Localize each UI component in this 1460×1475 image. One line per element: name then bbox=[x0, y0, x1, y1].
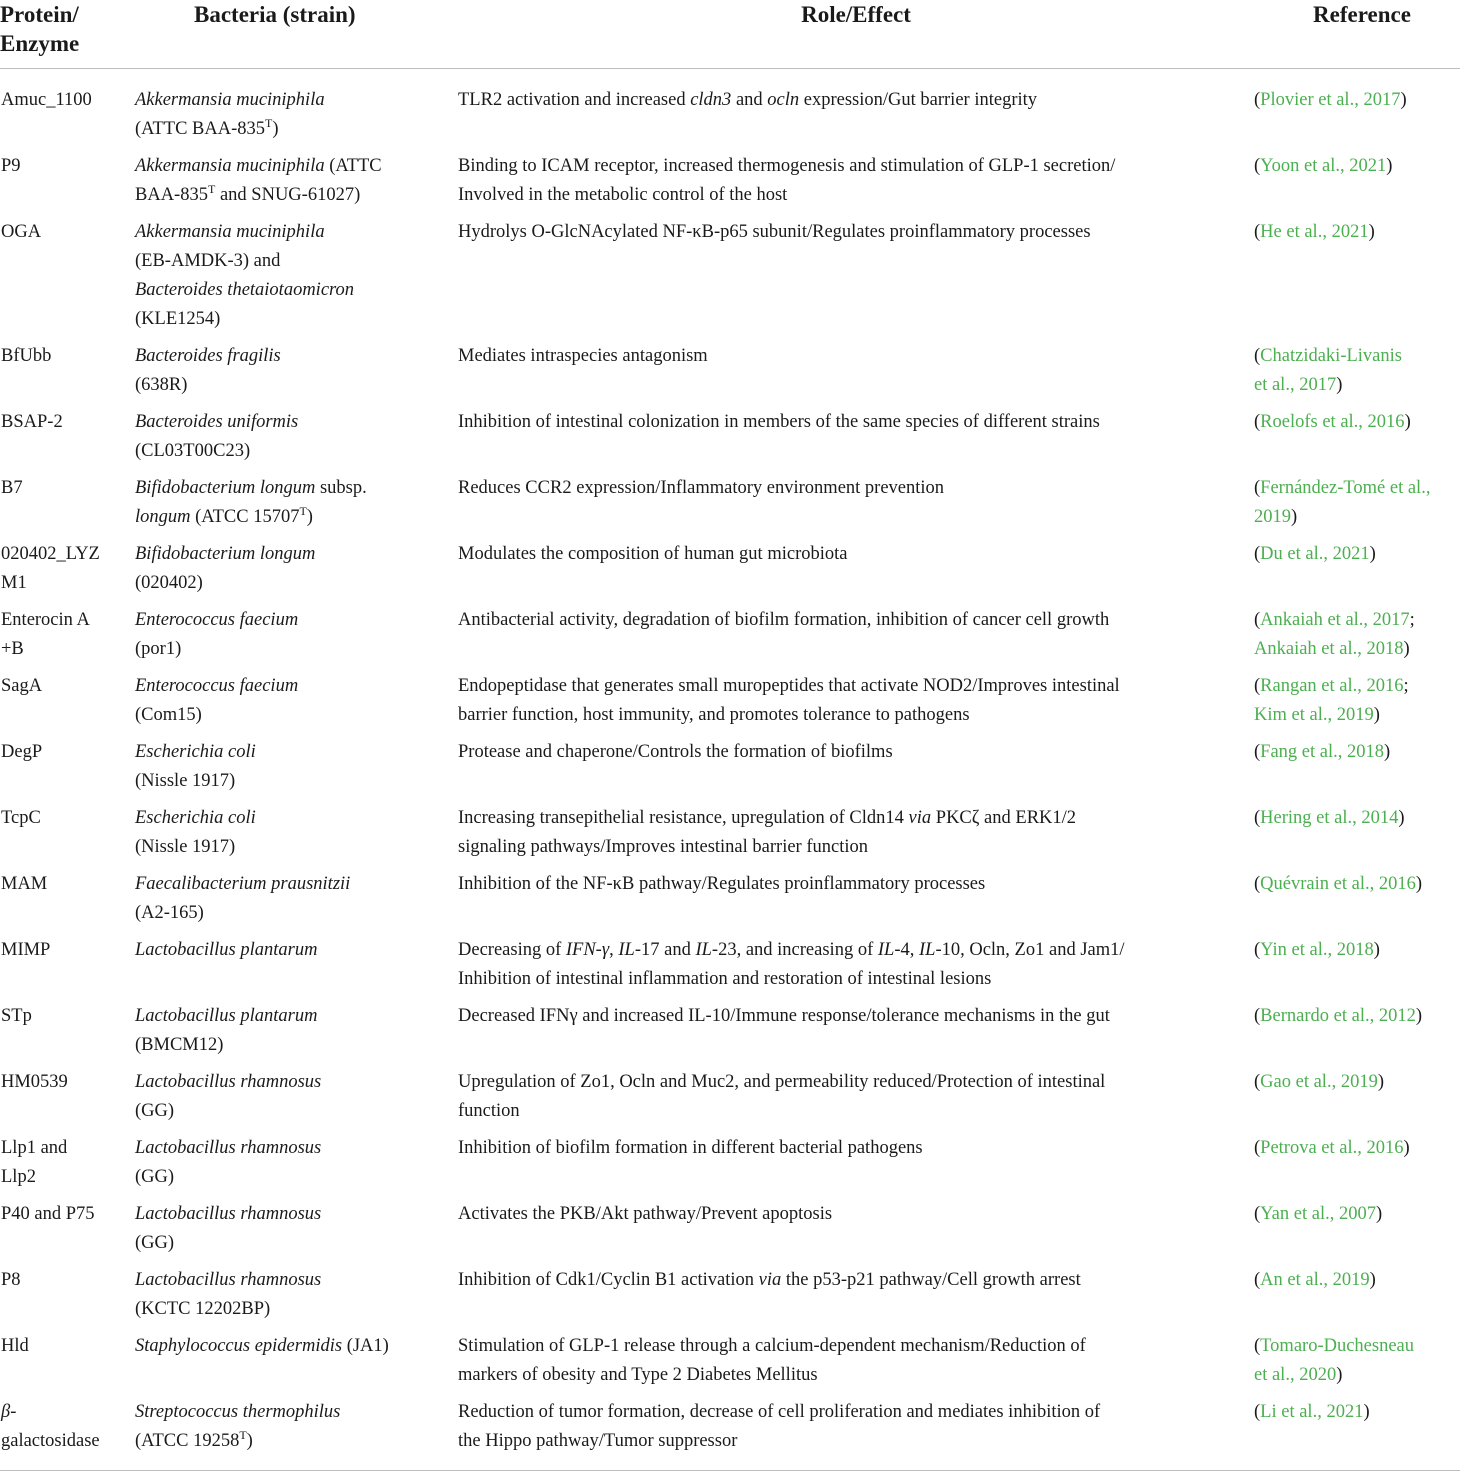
bacteria-text-run: (EB-AMDK-3) and bbox=[135, 250, 281, 271]
reference-link[interactable]: Du et al., 2021 bbox=[1260, 543, 1370, 564]
protein-italic-prefix: β bbox=[1, 1401, 11, 1422]
cell-role bbox=[458, 606, 1254, 672]
reference-open-paren: ( bbox=[1254, 873, 1261, 894]
header-protein: Protein/ Enzyme bbox=[0, 0, 134, 69]
role-text-run: , bbox=[609, 939, 619, 960]
bacteria-text-run: (A2-165) bbox=[135, 902, 204, 923]
cell-reference bbox=[1254, 152, 1460, 218]
cell-protein: MAM bbox=[1, 873, 48, 894]
cell-bacteria bbox=[134, 738, 458, 804]
cell-role bbox=[458, 804, 1254, 870]
cell-role bbox=[458, 1134, 1254, 1200]
role-text-run: Decreasing of bbox=[458, 939, 566, 960]
bacteria-text-run: (638R) bbox=[135, 374, 188, 395]
cell-bacteria bbox=[134, 1398, 458, 1471]
table-row bbox=[0, 342, 1460, 408]
reference-link[interactable]: He et al., 2021 bbox=[1260, 221, 1369, 242]
role-text-run: Upregulation of Zo1, Ocln and Muc2, and permeability reduced/Protection of intestinal function bbox=[458, 1071, 1106, 1121]
cell-reference bbox=[1254, 1068, 1460, 1134]
bacteria-text-run: (Nissle 1917) bbox=[135, 770, 236, 791]
cell-bacteria bbox=[134, 870, 458, 936]
table-row bbox=[0, 606, 1460, 672]
table-row bbox=[0, 218, 1460, 342]
cell-role bbox=[458, 474, 1254, 540]
cell-protein: P8 bbox=[1, 1269, 21, 1290]
bacteria-text-run: T bbox=[207, 181, 216, 196]
reference-link[interactable]: Hering et al., 2014 bbox=[1260, 807, 1399, 828]
cell-role bbox=[458, 1398, 1254, 1471]
role-text-run: Reduction of tumor formation, decrease of cell proliferation and mediates inhibition of the Hippo pathway/Tumor suppressor bbox=[458, 1401, 1101, 1451]
role-text-run: Inhibition of biofilm formation in different bacterial pathogens bbox=[458, 1137, 923, 1158]
cell-reference bbox=[1254, 804, 1460, 870]
reference-open-paren: ( bbox=[1254, 807, 1261, 828]
table-row bbox=[0, 738, 1460, 804]
role-text-run: Binding to ICAM receptor, increased thermogenesis and stimulation of GLP-1 secretion/ Involved in the metabolic control of the host bbox=[458, 155, 1116, 205]
reference-link[interactable]: Quévrain et al., 2016 bbox=[1260, 873, 1416, 894]
reference-close-paren: ) bbox=[1404, 411, 1411, 432]
reference-link[interactable]: Fernández-Tomé et al., 2019 bbox=[1254, 477, 1431, 527]
reference-open-paren: ( bbox=[1254, 609, 1261, 630]
reference-close-paren: ) bbox=[1403, 1137, 1410, 1158]
cell-protein: BfUbb bbox=[1, 345, 52, 366]
header-row bbox=[0, 0, 1460, 69]
bacteria-text-run: Lactobacillus plantarum bbox=[135, 1005, 318, 1026]
cell-role bbox=[458, 69, 1254, 152]
reference-open-paren: ( bbox=[1254, 90, 1261, 110]
role-text-run: TLR2 activation and increased bbox=[458, 90, 691, 110]
reference-link[interactable]: Petrova et al., 2016 bbox=[1260, 1137, 1404, 1158]
bacteria-text-run: Akkermansia muciniphila bbox=[135, 155, 325, 176]
table-row bbox=[0, 1134, 1460, 1200]
table-body bbox=[0, 69, 1460, 1471]
table-row bbox=[0, 870, 1460, 936]
role-text-run: Inhibition of Cdk1/Cyclin B1 activation bbox=[458, 1269, 759, 1290]
reference-close-paren: ) bbox=[1375, 1203, 1383, 1224]
reference-open-paren: ( bbox=[1254, 155, 1261, 176]
bacteria-text-run: Bifidobacterium longum bbox=[135, 477, 316, 498]
bacteria-text-run: longum bbox=[135, 506, 191, 527]
cell-bacteria bbox=[134, 1200, 458, 1266]
role-text-run: Protease and chaperone/Controls the formation of biofilms bbox=[458, 741, 893, 762]
cell-protein: 020402_LYZ M1 bbox=[1, 543, 100, 593]
reference-link[interactable]: Tomaro-Duchesneau et al., 2020 bbox=[1254, 1335, 1415, 1385]
table-row bbox=[0, 540, 1460, 606]
reference-close-paren: ) bbox=[1415, 1005, 1423, 1026]
cell-reference bbox=[1254, 738, 1460, 804]
bacteria-text-run: subsp. bbox=[315, 477, 367, 498]
bacteria-text-run: Escherichia coli bbox=[135, 807, 256, 828]
cell-reference bbox=[1254, 672, 1460, 738]
bacteria-text-run: (KLE1254) bbox=[135, 308, 221, 329]
role-text-run: IFN-γ bbox=[565, 939, 610, 960]
table-row bbox=[0, 1068, 1460, 1134]
reference-open-paren: ( bbox=[1254, 411, 1261, 432]
bacteria-text-run: (KCTC 12202BP) bbox=[135, 1298, 271, 1319]
reference-link[interactable]: Roelofs et al., 2016 bbox=[1260, 411, 1405, 432]
bacteria-text-run: Streptococcus thermophilus bbox=[135, 1401, 341, 1422]
role-text-run: -23, and increasing of bbox=[711, 939, 878, 960]
cell-reference bbox=[1254, 1266, 1460, 1332]
cell-reference bbox=[1254, 218, 1460, 342]
reference-close-paren: ) bbox=[1336, 374, 1343, 395]
bacteria-text-run: T bbox=[299, 503, 307, 518]
role-text-run: ocln bbox=[767, 90, 800, 110]
reference-close-paren: ) bbox=[1400, 90, 1407, 110]
bacteria-text-run: Bacteroides thetaiotaomicron bbox=[135, 279, 355, 300]
cell-role bbox=[458, 408, 1254, 474]
cell-bacteria bbox=[134, 152, 458, 218]
reference-link[interactable]: Yan et al., 2007 bbox=[1260, 1203, 1376, 1224]
bacteria-text-run: (por1) bbox=[135, 638, 182, 659]
table-row bbox=[0, 152, 1460, 218]
role-text-run: expression/Gut barrier integrity bbox=[799, 90, 1038, 110]
bacteria-text-run: (GG) bbox=[135, 1166, 175, 1187]
reference-link[interactable]: Gao et al., 2019 bbox=[1260, 1071, 1378, 1092]
role-text-run: Decreased IFNγ and increased IL-10/Immune response/tolerance mechanisms in the gut bbox=[458, 1005, 1110, 1026]
reference-close-paren: ) bbox=[1384, 741, 1391, 762]
role-text-run: Mediates intraspecies antagonism bbox=[458, 345, 708, 366]
cell-role bbox=[458, 1002, 1254, 1068]
bacteria-text-run: (GG) bbox=[135, 1232, 175, 1253]
bacteria-text-run: Enterococcus faecium bbox=[135, 675, 299, 696]
table-header bbox=[0, 0, 1460, 69]
reference-open-paren: ( bbox=[1254, 1137, 1261, 1158]
cell-protein: P9 bbox=[1, 155, 21, 176]
reference-close-paren: ) bbox=[1415, 873, 1423, 894]
role-text-run: -10, Ocln, Zo1 and Jam1/ Inhibition of intestinal inflammation and restoration of intestinal lesions bbox=[458, 939, 1125, 989]
reference-close-paren: ) bbox=[1336, 1364, 1343, 1385]
cell-role bbox=[458, 540, 1254, 606]
cell-role bbox=[458, 152, 1254, 218]
role-text-run: Inhibition of intestinal colonization in members of the same species of different strains bbox=[458, 411, 1100, 432]
cell-bacteria bbox=[134, 218, 458, 342]
reference-open-paren: ( bbox=[1254, 221, 1261, 242]
role-text-run: cldn3 bbox=[690, 90, 732, 110]
cell-bacteria bbox=[134, 936, 458, 1002]
reference-close-paren: ) bbox=[1369, 543, 1376, 564]
bacteria-text-run: and SNUG-61027) bbox=[215, 184, 361, 205]
role-text-run: Reduces CCR2 expression/Inflammatory environment prevention bbox=[458, 477, 945, 498]
header-bacteria: Bacteria (strain) bbox=[134, 0, 458, 69]
cell-role bbox=[458, 1332, 1254, 1398]
role-text-run: IL bbox=[695, 939, 712, 960]
cell-reference bbox=[1254, 936, 1460, 1002]
table-row bbox=[0, 936, 1460, 1002]
table-row bbox=[0, 1332, 1460, 1398]
reference-separator: ; bbox=[1409, 609, 1415, 630]
cell-reference bbox=[1254, 1200, 1460, 1266]
role-text-run: Inhibition of the NF-κB pathway/Regulates proinflammatory processes bbox=[458, 873, 986, 894]
role-text-run: IL bbox=[618, 939, 635, 960]
role-text-run: and bbox=[731, 90, 768, 110]
reference-open-paren: ( bbox=[1254, 939, 1261, 960]
role-text-run: the p53-p21 pathway/Cell growth arrest bbox=[781, 1269, 1081, 1290]
role-text-run: IL bbox=[877, 939, 895, 960]
cell-protein: β- galactosidase bbox=[0, 1398, 134, 1471]
cell-protein: SagA bbox=[1, 675, 43, 696]
bacteria-text-run: (ATTC BAA-835 bbox=[135, 155, 382, 205]
cell-protein: Enterocin A +B bbox=[1, 609, 90, 659]
role-text-run: PKCζ and ERK1/2 signaling pathways/Improves intestinal barrier function bbox=[458, 807, 1077, 857]
reference-open-paren: ( bbox=[1254, 1071, 1261, 1092]
cell-protein: P40 and P75 bbox=[1, 1203, 95, 1224]
cell-reference bbox=[1254, 1134, 1460, 1200]
reference-link[interactable]: An et al., 2019 bbox=[1260, 1269, 1370, 1290]
table-row bbox=[0, 69, 1460, 152]
reference-close-paren: ) bbox=[1398, 807, 1405, 828]
reference-link[interactable]: Yin et al., 2018 bbox=[1260, 939, 1374, 960]
role-text-run: Antibacterial activity, degradation of biofilm formation, inhibition of cancer cell growth bbox=[458, 609, 1110, 630]
table-row bbox=[0, 1200, 1460, 1266]
cell-protein: B7 bbox=[1, 477, 23, 498]
role-text-run: via bbox=[908, 807, 932, 828]
bacteria-text-run: Lactobacillus rhamnosus bbox=[135, 1203, 322, 1224]
bacteria-text-run: Lactobacillus plantarum bbox=[135, 939, 318, 960]
cell-bacteria bbox=[134, 1266, 458, 1332]
cell-role bbox=[458, 738, 1254, 804]
table-row bbox=[0, 474, 1460, 540]
cell-bacteria bbox=[134, 69, 458, 152]
role-text-run: Activates the PKB/Akt pathway/Prevent apoptosis bbox=[458, 1203, 833, 1224]
cell-protein: Amuc_1100 bbox=[1, 90, 92, 110]
role-text-run: Stimulation of GLP-1 release through a calcium-dependent mechanism/Reduction of markers of obesity and Type 2 Diabetes Mellitus bbox=[458, 1335, 1086, 1385]
table-row bbox=[0, 1266, 1460, 1332]
reference-open-paren: ( bbox=[1254, 345, 1261, 366]
reference-open-paren: ( bbox=[1254, 1335, 1261, 1356]
reference-link[interactable]: Chatzidaki-Livanis et al., 2017 bbox=[1254, 345, 1402, 395]
reference-close-paren: ) bbox=[1373, 704, 1380, 725]
header-reference: Reference bbox=[1254, 0, 1460, 69]
cell-role bbox=[458, 870, 1254, 936]
cell-protein: STp bbox=[1, 1005, 32, 1026]
bacteria-text-run: Escherichia coli bbox=[135, 741, 256, 762]
reference-link[interactable]: Fang et al., 2018 bbox=[1260, 741, 1384, 762]
role-text-run: Hydrolys O-GlcNAcylated NF-κB-p65 subunit/Regulates proinflammatory processes bbox=[458, 221, 1091, 242]
role-text-run: IL bbox=[918, 939, 936, 960]
reference-open-paren: ( bbox=[1254, 675, 1261, 696]
table-row bbox=[0, 804, 1460, 870]
cell-role bbox=[458, 936, 1254, 1002]
reference-close-paren: ) bbox=[1373, 939, 1380, 960]
reference-link[interactable]: Ankaiah et al., 2017 bbox=[1260, 609, 1410, 630]
table-row bbox=[0, 1002, 1460, 1068]
cell-bacteria bbox=[134, 408, 458, 474]
table-row bbox=[0, 672, 1460, 738]
bacteria-text-run: Bacteroides fragilis bbox=[135, 345, 281, 366]
cell-role bbox=[458, 1266, 1254, 1332]
cell-bacteria bbox=[134, 804, 458, 870]
bacteria-text-run: (ATCC 19258 bbox=[135, 1430, 240, 1451]
cell-role bbox=[458, 672, 1254, 738]
reference-close-paren: ) bbox=[1369, 1269, 1376, 1290]
reference-open-paren: ( bbox=[1254, 543, 1261, 564]
reference-close-paren: ) bbox=[1291, 506, 1298, 527]
role-text-run: Increasing transepithelial resistance, upregulation of Cldn14 bbox=[458, 807, 909, 828]
role-text-run: -4, bbox=[894, 939, 919, 960]
cell-bacteria bbox=[134, 1332, 458, 1398]
bacteria-text-run: (Nissle 1917) bbox=[135, 836, 236, 857]
cell-protein: Llp1 and Llp2 bbox=[1, 1137, 68, 1187]
bacteria-text-run: (ATTC BAA-835 bbox=[135, 119, 266, 139]
bacteria-text-run: Lactobacillus rhamnosus bbox=[135, 1137, 322, 1158]
bacteria-text-run: (GG) bbox=[135, 1100, 175, 1121]
cell-reference bbox=[1254, 606, 1460, 672]
role-text-run: Endopeptidase that generates small muropeptides that activate NOD2/Improves intestinal barrier function, host immunity, and promotes tolerance to pathogens bbox=[458, 675, 1120, 725]
cell-protein: Hld bbox=[1, 1335, 29, 1356]
bacteria-text-run: (020402) bbox=[135, 572, 203, 593]
reference-link[interactable]: Bernardo et al., 2012 bbox=[1260, 1005, 1416, 1026]
reference-close-paren: ) bbox=[1377, 1071, 1384, 1092]
reference-open-paren: ( bbox=[1254, 1269, 1261, 1290]
bacteria-text-run: (BMCM12) bbox=[135, 1034, 224, 1055]
bacteria-text-run: Lactobacillus rhamnosus bbox=[135, 1269, 322, 1290]
cell-protein: BSAP-2 bbox=[1, 411, 63, 432]
cell-role bbox=[458, 1068, 1254, 1134]
bacteria-text-run: ) bbox=[272, 119, 279, 139]
cell-bacteria bbox=[134, 1068, 458, 1134]
reference-link[interactable]: Plovier et al., 2017 bbox=[1260, 90, 1401, 110]
reference-open-paren: ( bbox=[1254, 1005, 1261, 1026]
bacteria-text-run: Bacteroides uniformis bbox=[135, 411, 299, 432]
bacteria-text-run: Akkermansia muciniphila bbox=[135, 221, 325, 242]
cell-reference bbox=[1254, 1332, 1460, 1398]
cell-protein: OGA bbox=[1, 221, 42, 242]
reference-open-paren: ( bbox=[1254, 477, 1261, 498]
table-row bbox=[0, 1398, 1460, 1471]
bacteria-text-run: T bbox=[265, 115, 273, 130]
cell-protein: DegP bbox=[1, 741, 43, 762]
bacteria-text-run: Staphylococcus epidermidis bbox=[135, 1335, 343, 1356]
bacteria-text-run: Faecalibacterium prausnitzii bbox=[135, 873, 351, 894]
reference-link[interactable]: Ankaiah et al., 2018 bbox=[1254, 638, 1404, 659]
header-role: Role/Effect bbox=[458, 0, 1254, 69]
reference-close-paren: ) bbox=[1368, 221, 1375, 242]
reference-link[interactable]: Yoon et al., 2021 bbox=[1260, 155, 1387, 176]
bacteria-text-run: ) bbox=[306, 506, 313, 527]
reference-close-paren: ) bbox=[1403, 638, 1410, 659]
role-text-run: -17 and bbox=[634, 939, 696, 960]
cell-reference bbox=[1254, 342, 1460, 408]
cell-reference bbox=[1254, 540, 1460, 606]
cell-role bbox=[458, 342, 1254, 408]
reference-link[interactable]: Rangan et al., 2016 bbox=[1260, 675, 1404, 696]
reference-link[interactable]: Kim et al., 2019 bbox=[1254, 704, 1374, 725]
reference-open-paren: ( bbox=[1254, 741, 1261, 762]
reference-open-paren: ( bbox=[1254, 1203, 1261, 1224]
cell-reference bbox=[1254, 1398, 1460, 1471]
table-row bbox=[0, 408, 1460, 474]
cell-bacteria bbox=[134, 342, 458, 408]
cell-protein: TcpC bbox=[1, 807, 41, 828]
bacteria-text-run: Enterococcus faecium bbox=[135, 609, 299, 630]
cell-reference bbox=[1254, 474, 1460, 540]
cell-bacteria bbox=[134, 540, 458, 606]
bacteria-text-run: (JA1) bbox=[342, 1335, 389, 1356]
bacteria-text-run: Bifidobacterium longum bbox=[135, 543, 316, 564]
cell-role bbox=[458, 218, 1254, 342]
reference-link[interactable]: Li et al., 2021 bbox=[1260, 1401, 1364, 1422]
bacteria-text-run: (Com15) bbox=[135, 704, 202, 725]
cell-role bbox=[458, 1200, 1254, 1266]
reference-separator: ; bbox=[1403, 675, 1409, 696]
cell-reference bbox=[1254, 870, 1460, 936]
cell-protein: HM0539 bbox=[1, 1071, 68, 1092]
cell-bacteria bbox=[134, 606, 458, 672]
cell-protein: MIMP bbox=[1, 939, 51, 960]
role-text-run: Modulates the composition of human gut microbiota bbox=[458, 543, 848, 564]
cell-bacteria bbox=[134, 474, 458, 540]
cell-reference bbox=[1254, 1002, 1460, 1068]
cell-bacteria bbox=[134, 1002, 458, 1068]
cell-bacteria bbox=[134, 1134, 458, 1200]
cell-reference bbox=[1254, 408, 1460, 474]
reference-open-paren: ( bbox=[1254, 1401, 1261, 1422]
bacteria-text-run: (ATCC 15707 bbox=[190, 506, 300, 527]
reference-close-paren: ) bbox=[1386, 155, 1393, 176]
reference-close-paren: ) bbox=[1363, 1401, 1370, 1422]
bacteria-text-run: Akkermansia muciniphila bbox=[135, 90, 325, 110]
cell-bacteria bbox=[134, 672, 458, 738]
role-text-run: via bbox=[758, 1269, 782, 1290]
bacteria-text-run: T bbox=[239, 1427, 247, 1442]
bacteria-text-run: Lactobacillus rhamnosus bbox=[135, 1071, 322, 1092]
bacteria-text-run: (CL03T00C23) bbox=[135, 440, 251, 461]
bacteria-text-run: ) bbox=[246, 1430, 253, 1451]
cell-reference bbox=[1254, 69, 1460, 152]
